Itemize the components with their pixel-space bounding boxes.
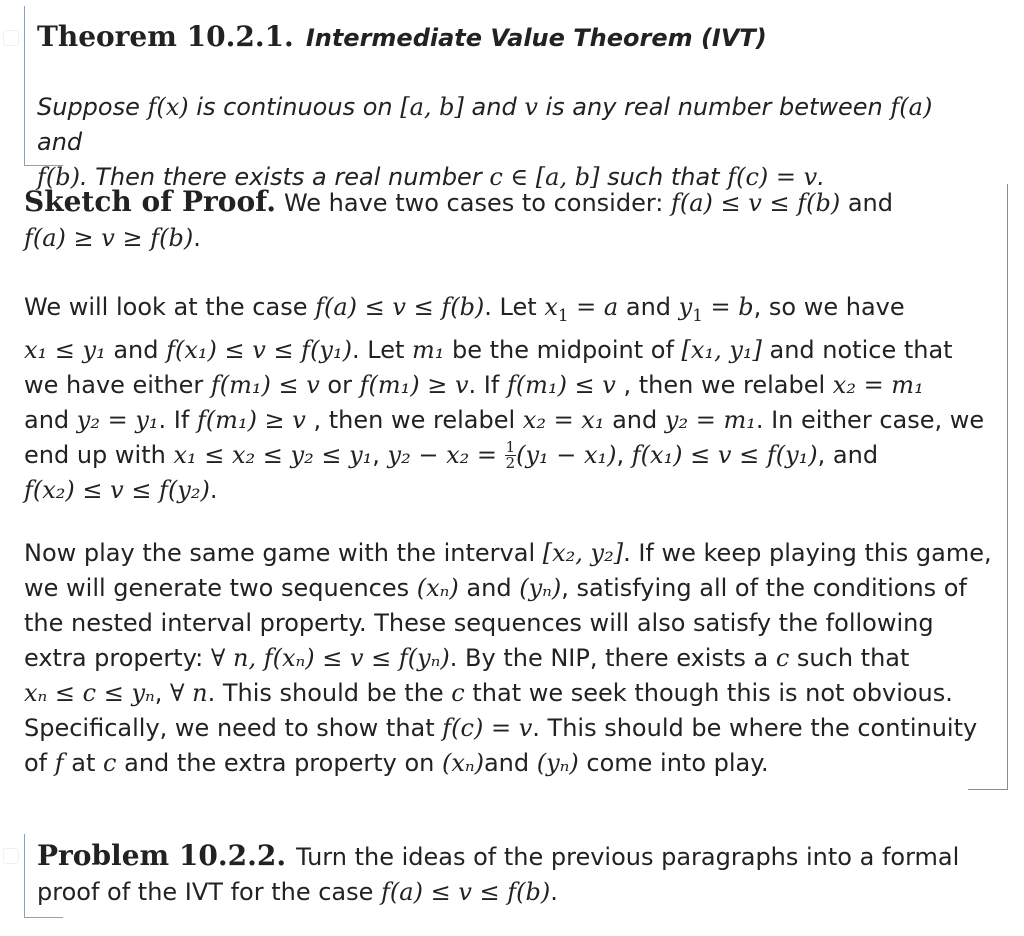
text: we will generate two sequences	[24, 574, 417, 602]
math: f	[54, 749, 64, 777]
theorem-number: Theorem 10.2.1.	[37, 20, 294, 53]
text: Now play the same game with the interval	[24, 539, 543, 567]
text: We will look at the case	[24, 293, 316, 321]
math: f(x₂) ≤ v ≤ f(y₂)	[24, 475, 210, 504]
text: and	[604, 405, 665, 434]
math: ∀ n	[170, 679, 208, 707]
math: ∀ n, f(xₙ) ≤ v ≤ f(yₙ)	[210, 644, 450, 672]
math: x₁ ≤ x₂ ≤ y₂ ≤ y₁	[173, 440, 373, 469]
text: extra property:	[24, 644, 211, 672]
proof-paragraph-2	[24, 290, 999, 508]
math: f(m₁) ≤ v	[506, 370, 616, 399]
text: Turn the ideas of the previous paragraphs into a formal proof of the IVT for the case	[37, 843, 960, 906]
text: and	[840, 189, 893, 217]
problem-text	[37, 838, 967, 910]
fraction-one-half	[505, 440, 516, 471]
math: x₂ = m₁	[832, 370, 924, 399]
theorem-statement	[37, 90, 977, 195]
knowl-icon[interactable]	[3, 30, 19, 46]
math: y₂ = y₁	[76, 405, 159, 434]
text: such that	[789, 644, 910, 672]
text: Specifically, we need to show that	[24, 714, 443, 742]
text: . If	[158, 405, 197, 434]
text: and	[24, 405, 77, 434]
text: . Let	[484, 293, 545, 321]
problem-number: Problem 10.2.2.	[37, 839, 287, 872]
math: y	[678, 293, 693, 321]
knowl-icon[interactable]	[3, 848, 19, 864]
text: be the midpoint of	[444, 335, 682, 364]
text: . If we keep playing this game,	[623, 539, 992, 567]
math: f(x₁) ≤ v ≤ f(y₁)	[166, 335, 352, 364]
text: come into play.	[578, 749, 769, 777]
math: [x₂, y₂]	[542, 539, 624, 567]
math: c	[775, 644, 790, 672]
text: and	[37, 128, 83, 156]
text: , then we relabel	[615, 370, 833, 399]
theorem-title: Intermediate Value Theorem (IVT)	[305, 24, 767, 52]
math: (yₙ)	[536, 749, 579, 777]
math: v	[524, 93, 538, 121]
text: that we seek though this is not obvious.	[464, 679, 953, 707]
text: Suppose	[37, 93, 148, 121]
text: .	[209, 475, 218, 504]
text: .	[193, 224, 201, 252]
math: c ∈ [a, b]	[489, 163, 600, 191]
math: y₂ − x₂ =	[387, 440, 497, 469]
math: m₁	[412, 335, 445, 364]
text: or	[319, 370, 360, 399]
text: and	[463, 93, 525, 121]
text: ,	[154, 679, 170, 707]
text: such that	[599, 163, 728, 191]
fraction-numerator: 1	[505, 438, 516, 457]
fraction-denominator: 2	[505, 454, 516, 473]
text: of	[24, 749, 55, 777]
text: . This should be where the continuity	[532, 714, 978, 742]
math: f(c) = v	[442, 714, 533, 742]
math: x₁ ≤ y₁	[24, 335, 106, 364]
text: and	[105, 335, 167, 364]
text: is any real number between	[537, 93, 891, 121]
text: We have two cases to consider:	[283, 189, 671, 217]
theorem-block	[24, 6, 985, 191]
math: (yₙ)	[519, 574, 562, 602]
text: is continuous on	[188, 93, 401, 121]
math: xₙ ≤ c ≤ yₙ	[24, 679, 155, 707]
math: f(a)	[890, 93, 933, 121]
divider	[25, 165, 63, 166]
math: f(x₁) ≤ v ≤ f(y₁)	[631, 440, 818, 469]
text: and the extra property on	[116, 749, 442, 777]
math: f(m₁) ≤ v	[210, 370, 320, 399]
divider	[1007, 184, 1008, 790]
text: the nested interval property. These sequences will also satisfy the following	[24, 609, 934, 637]
divider	[25, 917, 63, 918]
math: f(m₁) ≥ v	[359, 370, 469, 399]
text: and	[483, 749, 537, 777]
text: .	[817, 163, 825, 191]
text: . This should be the	[207, 679, 452, 707]
math: f(a) ≥ v ≥ f(b)	[24, 224, 194, 252]
text: . In either case, we	[755, 405, 985, 434]
text: and	[458, 574, 520, 602]
math: x₂ = x₁	[522, 405, 605, 434]
text: . If	[468, 370, 507, 399]
math: c	[103, 749, 117, 777]
math: 1	[692, 304, 703, 325]
proof-heading: Sketch of Proof.	[24, 185, 276, 218]
math: f(a) ≤ v ≤ f(b)	[381, 878, 551, 906]
math: = a	[568, 293, 619, 321]
math: [a, b]	[400, 93, 464, 121]
math: f(a) ≤ v ≤ f(b)	[671, 189, 841, 217]
text: ,	[616, 440, 632, 469]
text: and notice that	[761, 335, 953, 364]
math: = b	[702, 293, 754, 321]
problem-block	[24, 834, 985, 918]
text: , satisfying all of the conditions of	[561, 574, 967, 602]
text: , so we have	[753, 293, 905, 321]
math: (xₙ)	[416, 574, 459, 602]
text: end up with	[24, 440, 174, 469]
text: . Let	[351, 335, 412, 364]
text: , then we relabel	[305, 405, 523, 434]
proof-paragraph-3	[24, 536, 999, 781]
math: (xₙ)	[441, 749, 484, 777]
math: f(m₁) ≥ v	[196, 405, 306, 434]
math: f(b)	[37, 163, 80, 191]
text: ,	[372, 440, 388, 469]
math: y₂ = m₁	[664, 405, 756, 434]
math: (y₁ − x₁)	[516, 440, 617, 469]
text: . By the NIP, there exists a	[449, 644, 776, 672]
text: at	[63, 749, 104, 777]
text: .	[550, 878, 558, 906]
math: [x₁, y₁]	[681, 335, 762, 364]
math: c	[451, 679, 465, 707]
text: we have either	[24, 370, 211, 399]
text: . Then there exists a real number	[79, 163, 490, 191]
theorem-heading	[37, 20, 767, 53]
math: f(x)	[147, 93, 189, 121]
math: 1	[557, 304, 569, 325]
math: x	[544, 293, 558, 321]
math: f(a) ≤ v ≤ f(b)	[315, 293, 485, 321]
proof-block	[0, 184, 1008, 790]
text: and	[618, 293, 679, 321]
proof-paragraph-1	[24, 184, 999, 256]
math: f(c) = v	[727, 163, 818, 191]
divider	[968, 789, 1008, 790]
text: , and	[817, 440, 879, 469]
